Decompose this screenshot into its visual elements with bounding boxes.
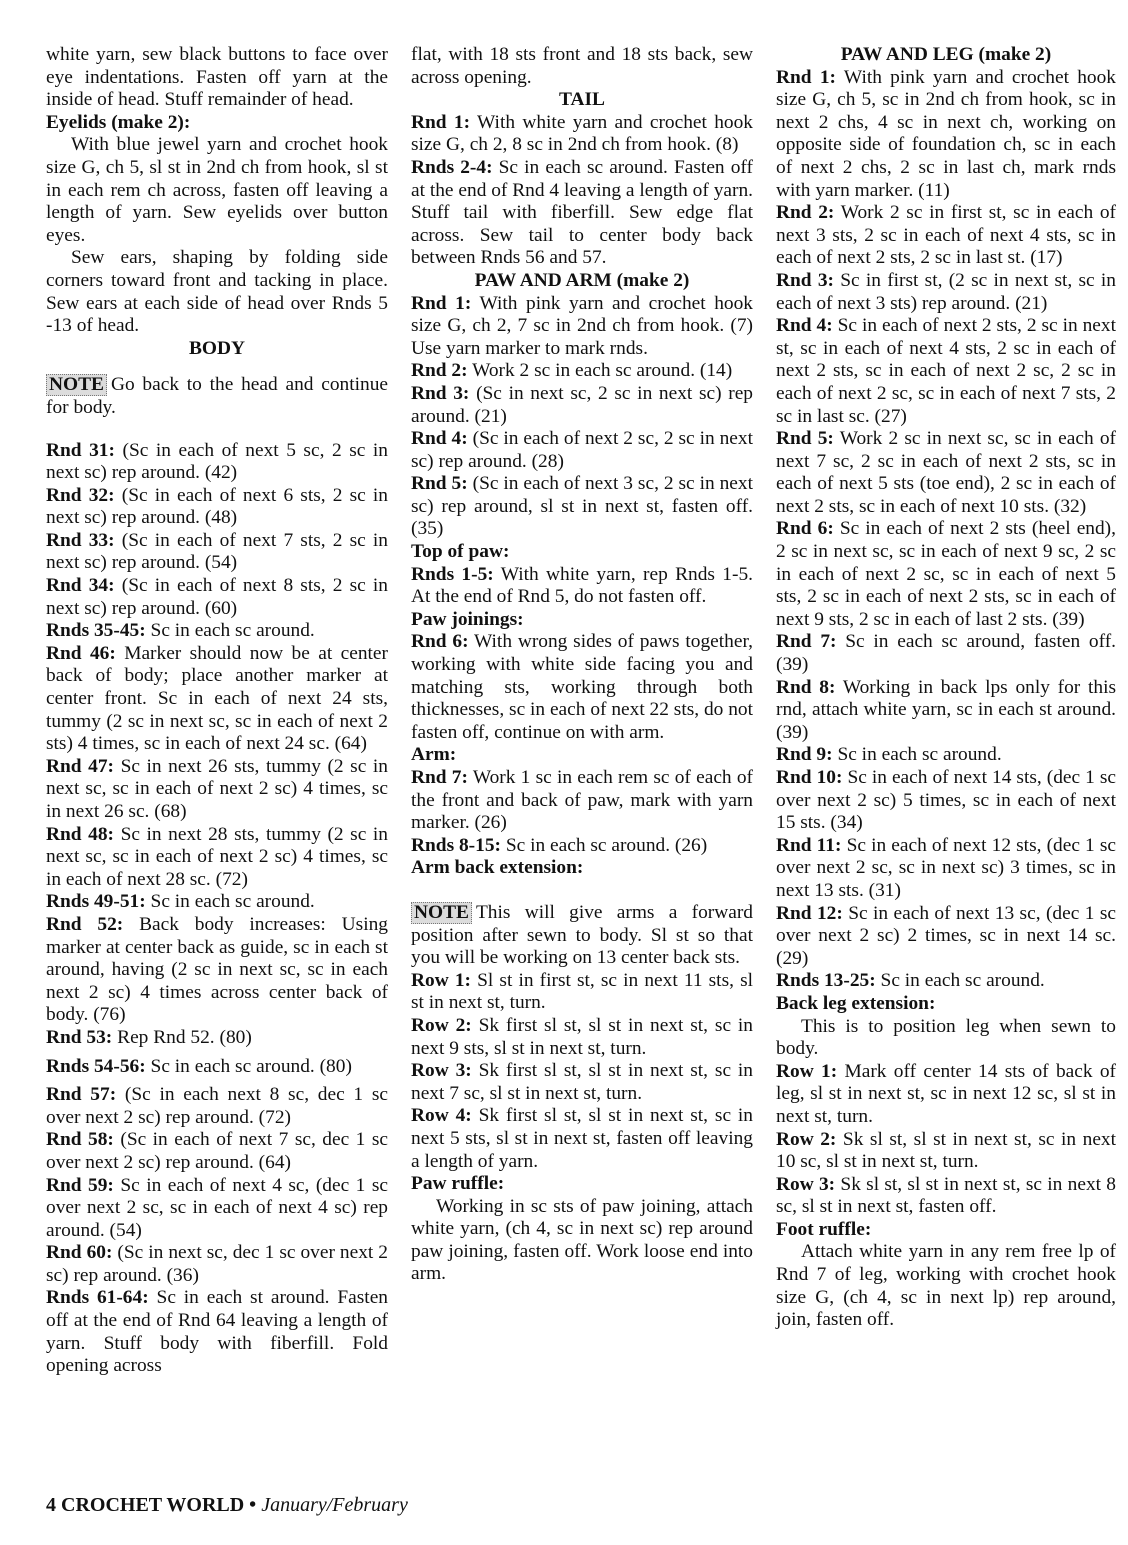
paw-arm-rows	[411, 293, 753, 542]
top-of-paw-heading: Top of paw:	[411, 541, 510, 563]
row-label: Row 4:	[411, 1105, 472, 1127]
instruction-row	[46, 575, 388, 620]
row-text: Sc in each of next 2 sts (heel end), 2 sc in next sc, sc in each of next 9 sc, 2 sc in each of next 2 sc, sc in each of next 5 sts, 2 sc in each of next 2 sts, sc in each of next 9 sts, 2 sc in each of last 2 sts. (39)	[776, 518, 1116, 630]
row-label: Row 3:	[411, 1060, 472, 1082]
row-label: Rnd 2:	[411, 360, 468, 382]
column-1	[46, 44, 388, 1378]
row-label: Rnds 13-25:	[776, 970, 876, 992]
row-text: Rep Rnd 52. (80)	[117, 1026, 252, 1048]
arm-note	[411, 902, 753, 970]
row-text: Sc in next 28 sts, tummy (2 sc in next sc, sc in each of next 2 sc) 4 times, sc in each of next 28 sc. (72)	[46, 823, 388, 890]
row-label: Rnd 10:	[776, 767, 843, 788]
page-footer	[46, 1494, 408, 1517]
instruction-row	[411, 1060, 753, 1105]
row-label: Rnd 58:	[46, 1129, 114, 1151]
row-text: Sc in each of next 12 sts, (dec 1 sc over next 2 sc, sc in next sc) 3 times, sc in next 13 sts. (31)	[776, 834, 1116, 901]
instruction-row	[46, 1175, 388, 1243]
instruction-row	[776, 767, 1116, 835]
note-text: This will give arms a forward position after sewn to body. Sl st so that you will be working on 13 center back sts.	[411, 901, 753, 969]
row-label: Row 1:	[776, 1060, 838, 1082]
row-label: Rnd 48:	[46, 823, 114, 845]
instruction-row	[46, 891, 388, 914]
instruction-row	[46, 1287, 388, 1377]
row-label: Rnd 33:	[46, 529, 115, 551]
instruction-row	[411, 428, 753, 473]
intro-paragraph: flat, with 18 sts front and 18 sts back, sew across opening.	[411, 44, 753, 88]
paw-joinings-heading: Paw joinings:	[411, 608, 524, 630]
row-text: (Sc in each of next 3 sc, 2 sc in next sc) rep around, sl st in next st, fasten off. (35)	[411, 473, 753, 540]
instruction-row	[411, 112, 753, 157]
row-label: Rnd 3:	[411, 382, 470, 404]
eyelids-heading: Eyelids (make 2):	[46, 111, 191, 133]
instruction-row	[46, 620, 388, 643]
row-label: Rnd 4:	[411, 428, 468, 450]
instruction-row	[46, 1027, 388, 1050]
row-label: Rnd 2:	[776, 202, 835, 224]
row-label: Rnd 7:	[411, 767, 468, 788]
instruction-row	[46, 530, 388, 575]
row-label: Rnd 1:	[776, 66, 836, 88]
row-label: Rnd 46:	[46, 642, 116, 664]
row-text: Sc in each sc around.	[880, 970, 1045, 992]
instruction-row	[776, 315, 1116, 428]
row-label: Rnd 57:	[46, 1084, 117, 1106]
row-label: Rnd 5:	[776, 428, 834, 450]
row-text: With pink yarn and crochet hook size G, ch 5, sc in 2nd ch from hook, sc in next 2 chs, 4 sc in next ch, working on opposite side of foundation ch, sc in each of next 2 chs, 2 sc in last ch, mark rnds with yarn marker. (11)	[776, 66, 1117, 201]
row-text: Sc in each st around. Fasten off at the end of Rnd 64 leaving a length of yarn. Stuff body with fiberfill. Fold opening across	[46, 1287, 388, 1377]
row-text: Sc in first st, (2 sc in next st, sc in each of next 3 sts) rep around. (21)	[776, 269, 1116, 314]
tail-rows	[411, 112, 753, 270]
row-text: (Sc in each of next 7 sts, 2 sc in next sc) rep around. (54)	[46, 529, 388, 574]
row-label: Rnd 31:	[46, 439, 115, 461]
row-text: Sk first sl st, sl st in next st, sc in next 9 sts, sl st in next st, turn.	[411, 1014, 753, 1059]
row-label: Rnd 52:	[46, 913, 124, 935]
row-text: Sk sl st, sl st in next st, sc in next 10 sc, sl st in next st, turn.	[776, 1128, 1117, 1173]
row-label: Row 2:	[411, 1014, 472, 1036]
row-label: Rnds 2-4:	[411, 156, 493, 178]
row-text: Back body increases: Using marker at center back as guide, sc in each st around, having (2 sc in next sc, sc in each next 2 sc) 4 times across center back of body. (76)	[46, 913, 388, 1026]
paw-leg-heading: PAW AND LEG (make 2)	[840, 44, 1052, 65]
instruction-row	[46, 824, 388, 892]
row-label: Rnd 34:	[46, 575, 115, 597]
body-rows-c	[46, 1084, 388, 1378]
instruction-row	[46, 1242, 388, 1287]
top-of-paw-rows	[411, 564, 753, 609]
magazine-name: CROCHET WORLD •	[61, 1494, 257, 1516]
row-text: (Sc in next sc, dec 1 sc over next 2 sc) rep around. (36)	[46, 1242, 388, 1286]
instruction-row	[411, 970, 753, 1015]
row-text: (Sc in each of next 2 sc, 2 sc in next sc) rep around. (28)	[411, 428, 753, 472]
row-label: Rnd 12:	[776, 902, 843, 924]
row-text: (Sc in each of next 6 sts, 2 sc in next sc) rep around. (48)	[46, 484, 388, 529]
row-text: With white yarn, rep Rnds 1-5. At the end of Rnd 5, do not fasten off.	[411, 563, 753, 608]
row-text: Sc in each sc around. (80)	[150, 1055, 352, 1077]
instruction-row	[411, 767, 753, 835]
row-label: Rnds 1-5:	[411, 563, 494, 585]
row-text: Sc in each of next 2 sts, 2 sc in next st, sc in each of next 4 sts, 2 sc in each of next 2 sts, sc in each of next 2 sc, 2 sc in each of next 2 sc, sc in each of next 7 sts, 2 sc in last sc. (27)	[776, 315, 1116, 427]
back-leg-extension-heading: Back leg extension:	[776, 992, 936, 1014]
instruction-row	[776, 202, 1116, 270]
note-text: Go back to the head and continue for body.	[46, 374, 388, 418]
issue-date: January/February	[261, 1494, 408, 1516]
paw-ruffle-paragraph: Working in sc sts of paw joining, attach white yarn, (ch 4, sc in next sc) rep around paw joining, fasten off. Work loose end into arm.	[411, 1195, 753, 1285]
row-label: Rnd 4:	[776, 315, 833, 337]
row-text: Sc in each of next 14 sts, (dec 1 sc over next 2 sc) 5 times, sc in each of next 15 sts. (34)	[776, 767, 1116, 834]
instruction-row	[776, 1061, 1116, 1129]
row-text: Sc in each of next 13 sc, (dec 1 sc over next 2 sc) 2 times, sc in next 14 sc. (29)	[776, 902, 1116, 969]
row-text: Marker should now be at center back of body; place another marker at center front. Sc in each of next 24 sts, tummy (2 sc in next sc, sc in each of next 2 sts) 4 times, sc in each of next 24 sc. (64)	[46, 642, 388, 755]
instruction-row	[776, 835, 1116, 903]
row-text: Work 1 sc in each rem sc of each of the front and back of paw, mark with yarn marker. (26)	[411, 767, 753, 834]
row-label: Rnd 32:	[46, 484, 115, 506]
paw-ruffle-heading: Paw ruffle:	[411, 1173, 505, 1195]
body-rows-a	[46, 440, 388, 1050]
row-label: Rnd 6:	[776, 518, 834, 540]
instruction-row	[46, 1129, 388, 1174]
instruction-row	[46, 756, 388, 824]
instruction-row	[776, 1129, 1116, 1174]
paw-arm-heading: PAW AND ARM (make 2)	[474, 269, 690, 291]
row-text: Work 2 sc in first st, sc in each of next 3 sts, 2 sc in each of next 4 sts, sc in each of next 2 sts, 2 sc in last st. (17)	[776, 202, 1117, 269]
instruction-row	[411, 631, 753, 744]
row-text: Sc in each sc around. (26)	[505, 834, 708, 856]
instruction-row	[411, 157, 753, 270]
row-text: Sk first sl st, sl st in next st, sc in next 5 sts, sl st in next st, fasten off leaving a length of yarn.	[411, 1105, 753, 1172]
row-label: Row 2:	[776, 1128, 837, 1150]
eyelids-paragraph: With blue jewel yarn and crochet hook size G, ch 5, sl st in 2nd ch from hook, sl st in each rem ch across, fasten off leaving a length of yarn. Sew eyelids over button eyes.	[46, 134, 388, 246]
row-text: Sk sl st, sl st in next st, sc in next 8 sc, sl st in next st, fasten off.	[776, 1173, 1116, 1218]
instruction-row	[411, 1105, 753, 1173]
row-text: Sc in next 26 sts, tummy (2 sc in next sc, sc in each of next 2 sc) 4 times, sc in next 26 sc. (68)	[46, 755, 388, 822]
back-leg-extension-rows	[776, 1061, 1116, 1219]
instruction-row	[411, 564, 753, 609]
back-leg-extension-paragraph: This is to position leg when sewn to body.	[776, 1015, 1116, 1060]
row-label: Rnds 61-64:	[46, 1287, 149, 1309]
instruction-row	[411, 293, 753, 361]
row-text: Work 2 sc in each sc around. (14)	[472, 360, 733, 382]
row-label: Rnd 8:	[776, 676, 836, 698]
row-text: Sc in each sc around.	[150, 620, 315, 642]
row-text: Mark off center 14 sts of back of leg, sl st in next st, sc in next 12 sc, sl st in next st, turn.	[776, 1060, 1116, 1127]
body-heading: BODY	[188, 337, 246, 359]
row-label: Rnds 8-15:	[411, 834, 501, 856]
instruction-row	[411, 473, 753, 541]
row-text: Sc in each sc around, fasten off. (39)	[776, 631, 1117, 676]
row-label: Rnds 49-51:	[46, 891, 146, 913]
instruction-row	[776, 677, 1116, 745]
foot-ruffle-heading: Foot ruffle:	[776, 1218, 872, 1240]
row-label: Rnds 54-56:	[46, 1055, 146, 1077]
instruction-row	[776, 67, 1116, 203]
row-label: Row 1:	[411, 969, 471, 991]
note-badge: NOTE	[411, 902, 472, 924]
instruction-row	[46, 914, 388, 1027]
instruction-row	[411, 383, 753, 428]
instruction-row	[776, 744, 1116, 767]
row-text: With white yarn and crochet hook size G, ch 2, 8 sc in 2nd ch from hook. (8)	[411, 111, 753, 156]
row-text: Working in back lps only for this rnd, attach white yarn, sc in each st around. (39)	[776, 676, 1117, 743]
extension-rows	[411, 970, 753, 1173]
column-2	[411, 44, 753, 1286]
row-label: Rnd 47:	[46, 755, 114, 777]
note-badge: NOTE	[46, 374, 107, 396]
paw-joinings-rows	[411, 631, 753, 744]
row-text: Sl st in first st, sc in next 11 sts, sl st in next st, turn.	[411, 969, 754, 1014]
instruction-row	[776, 1174, 1116, 1219]
row-label: Rnd 3:	[776, 269, 834, 291]
row-label: Rnd 11:	[776, 834, 842, 856]
body-rows-b	[46, 1056, 388, 1079]
instruction-row	[46, 485, 388, 530]
row-text: Sk first sl st, sl st in next st, sc in next 7 sc, sl st in next st, turn.	[411, 1060, 753, 1104]
body-note	[46, 374, 388, 419]
row-text: (Sc in each of next 7 sc, dec 1 sc over next 2 sc) rep around. (64)	[46, 1129, 388, 1173]
instruction-row	[411, 360, 753, 383]
arm-heading: Arm:	[411, 744, 457, 766]
foot-ruffle-paragraph: Attach white yarn in any rem free lp of Rnd 7 of leg, working with crochet hook size G, (ch 4, sc in next lp) rep around, join, fasten off.	[776, 1241, 1116, 1331]
row-label: Rnd 53:	[46, 1026, 113, 1048]
instruction-row	[46, 440, 388, 485]
row-label: Row 3:	[776, 1173, 836, 1195]
instruction-row	[776, 270, 1116, 315]
instruction-row	[776, 518, 1116, 631]
column-3	[776, 44, 1116, 1332]
instruction-row	[776, 903, 1116, 971]
row-text: With wrong sides of paws together, working with white side facing you and matching sts, working through both thicknesses, sc in each of next 22 sts, do not fasten off, continue on with arm.	[411, 631, 754, 743]
paw-leg-rows	[776, 67, 1116, 993]
row-text: Sc in each of next 4 sc, (dec 1 sc over next 2 sc, sc in each of next 4 sc) rep around. (54)	[46, 1174, 388, 1241]
instruction-row	[411, 835, 753, 858]
row-label: Rnd 7:	[776, 631, 837, 653]
row-label: Rnd 1:	[411, 292, 472, 314]
row-text: Sc in each sc around. Fasten off at the end of Rnd 4 leaving a length of yarn. Stuff tail with fiberfill. Sew edge flat across. Sew tail to center body back between Rnds 56 and 57.	[411, 156, 753, 269]
instruction-row	[411, 1015, 753, 1060]
intro-paragraph: white yarn, sew black buttons to face over eye indentations. Fasten off yarn at the inside of head. Stuff remainder of head.	[46, 44, 388, 111]
instruction-row	[46, 1084, 388, 1129]
row-text: Sc in each sc around.	[150, 891, 315, 913]
arm-back-extension-heading: Arm back extension:	[411, 857, 584, 879]
instruction-row	[776, 970, 1116, 993]
row-label: Rnd 1:	[411, 111, 471, 133]
row-label: Rnds 35-45:	[46, 620, 146, 642]
instruction-row	[46, 1056, 388, 1079]
ears-paragraph: Sew ears, shaping by folding side corners toward front and tacking in place. Sew ears at each side of head over Rnds 5 -13 of head.	[46, 247, 388, 337]
instruction-row	[776, 428, 1116, 518]
row-label: Rnd 59:	[46, 1174, 114, 1196]
row-text: Sc in each sc around.	[837, 744, 1002, 766]
row-text: With pink yarn and crochet hook size G, ch 2, 7 sc in 2nd ch from hook. (7) Use yarn marker to mark rnds.	[411, 292, 753, 359]
row-label: Rnd 6:	[411, 631, 469, 653]
page-number: 4	[46, 1494, 56, 1516]
row-label: Rnd 5:	[411, 473, 468, 495]
row-text: (Sc in each next 8 sc, dec 1 sc over next 2 sc) rep around. (72)	[46, 1084, 388, 1128]
row-text: (Sc in each of next 5 sc, 2 sc in next sc) rep around. (42)	[46, 439, 388, 484]
tail-heading: TAIL	[559, 89, 605, 111]
row-text: Work 2 sc in next sc, sc in each of next 7 sc, 2 sc in each of next 2 sts, sc in each of next 5 sts (toe end), 2 sc in each of next 2 sts, sc in each of next 10 sts. (32)	[776, 428, 1116, 517]
arm-rows	[411, 767, 753, 857]
instruction-row	[46, 643, 388, 756]
row-label: Rnd 60:	[46, 1242, 113, 1264]
row-text: (Sc in next sc, 2 sc in next sc) rep around. (21)	[411, 382, 753, 427]
row-label: Rnd 9:	[776, 744, 833, 766]
row-text: (Sc in each of next 8 sts, 2 sc in next sc) rep around. (60)	[46, 575, 388, 619]
instruction-row	[776, 631, 1116, 676]
